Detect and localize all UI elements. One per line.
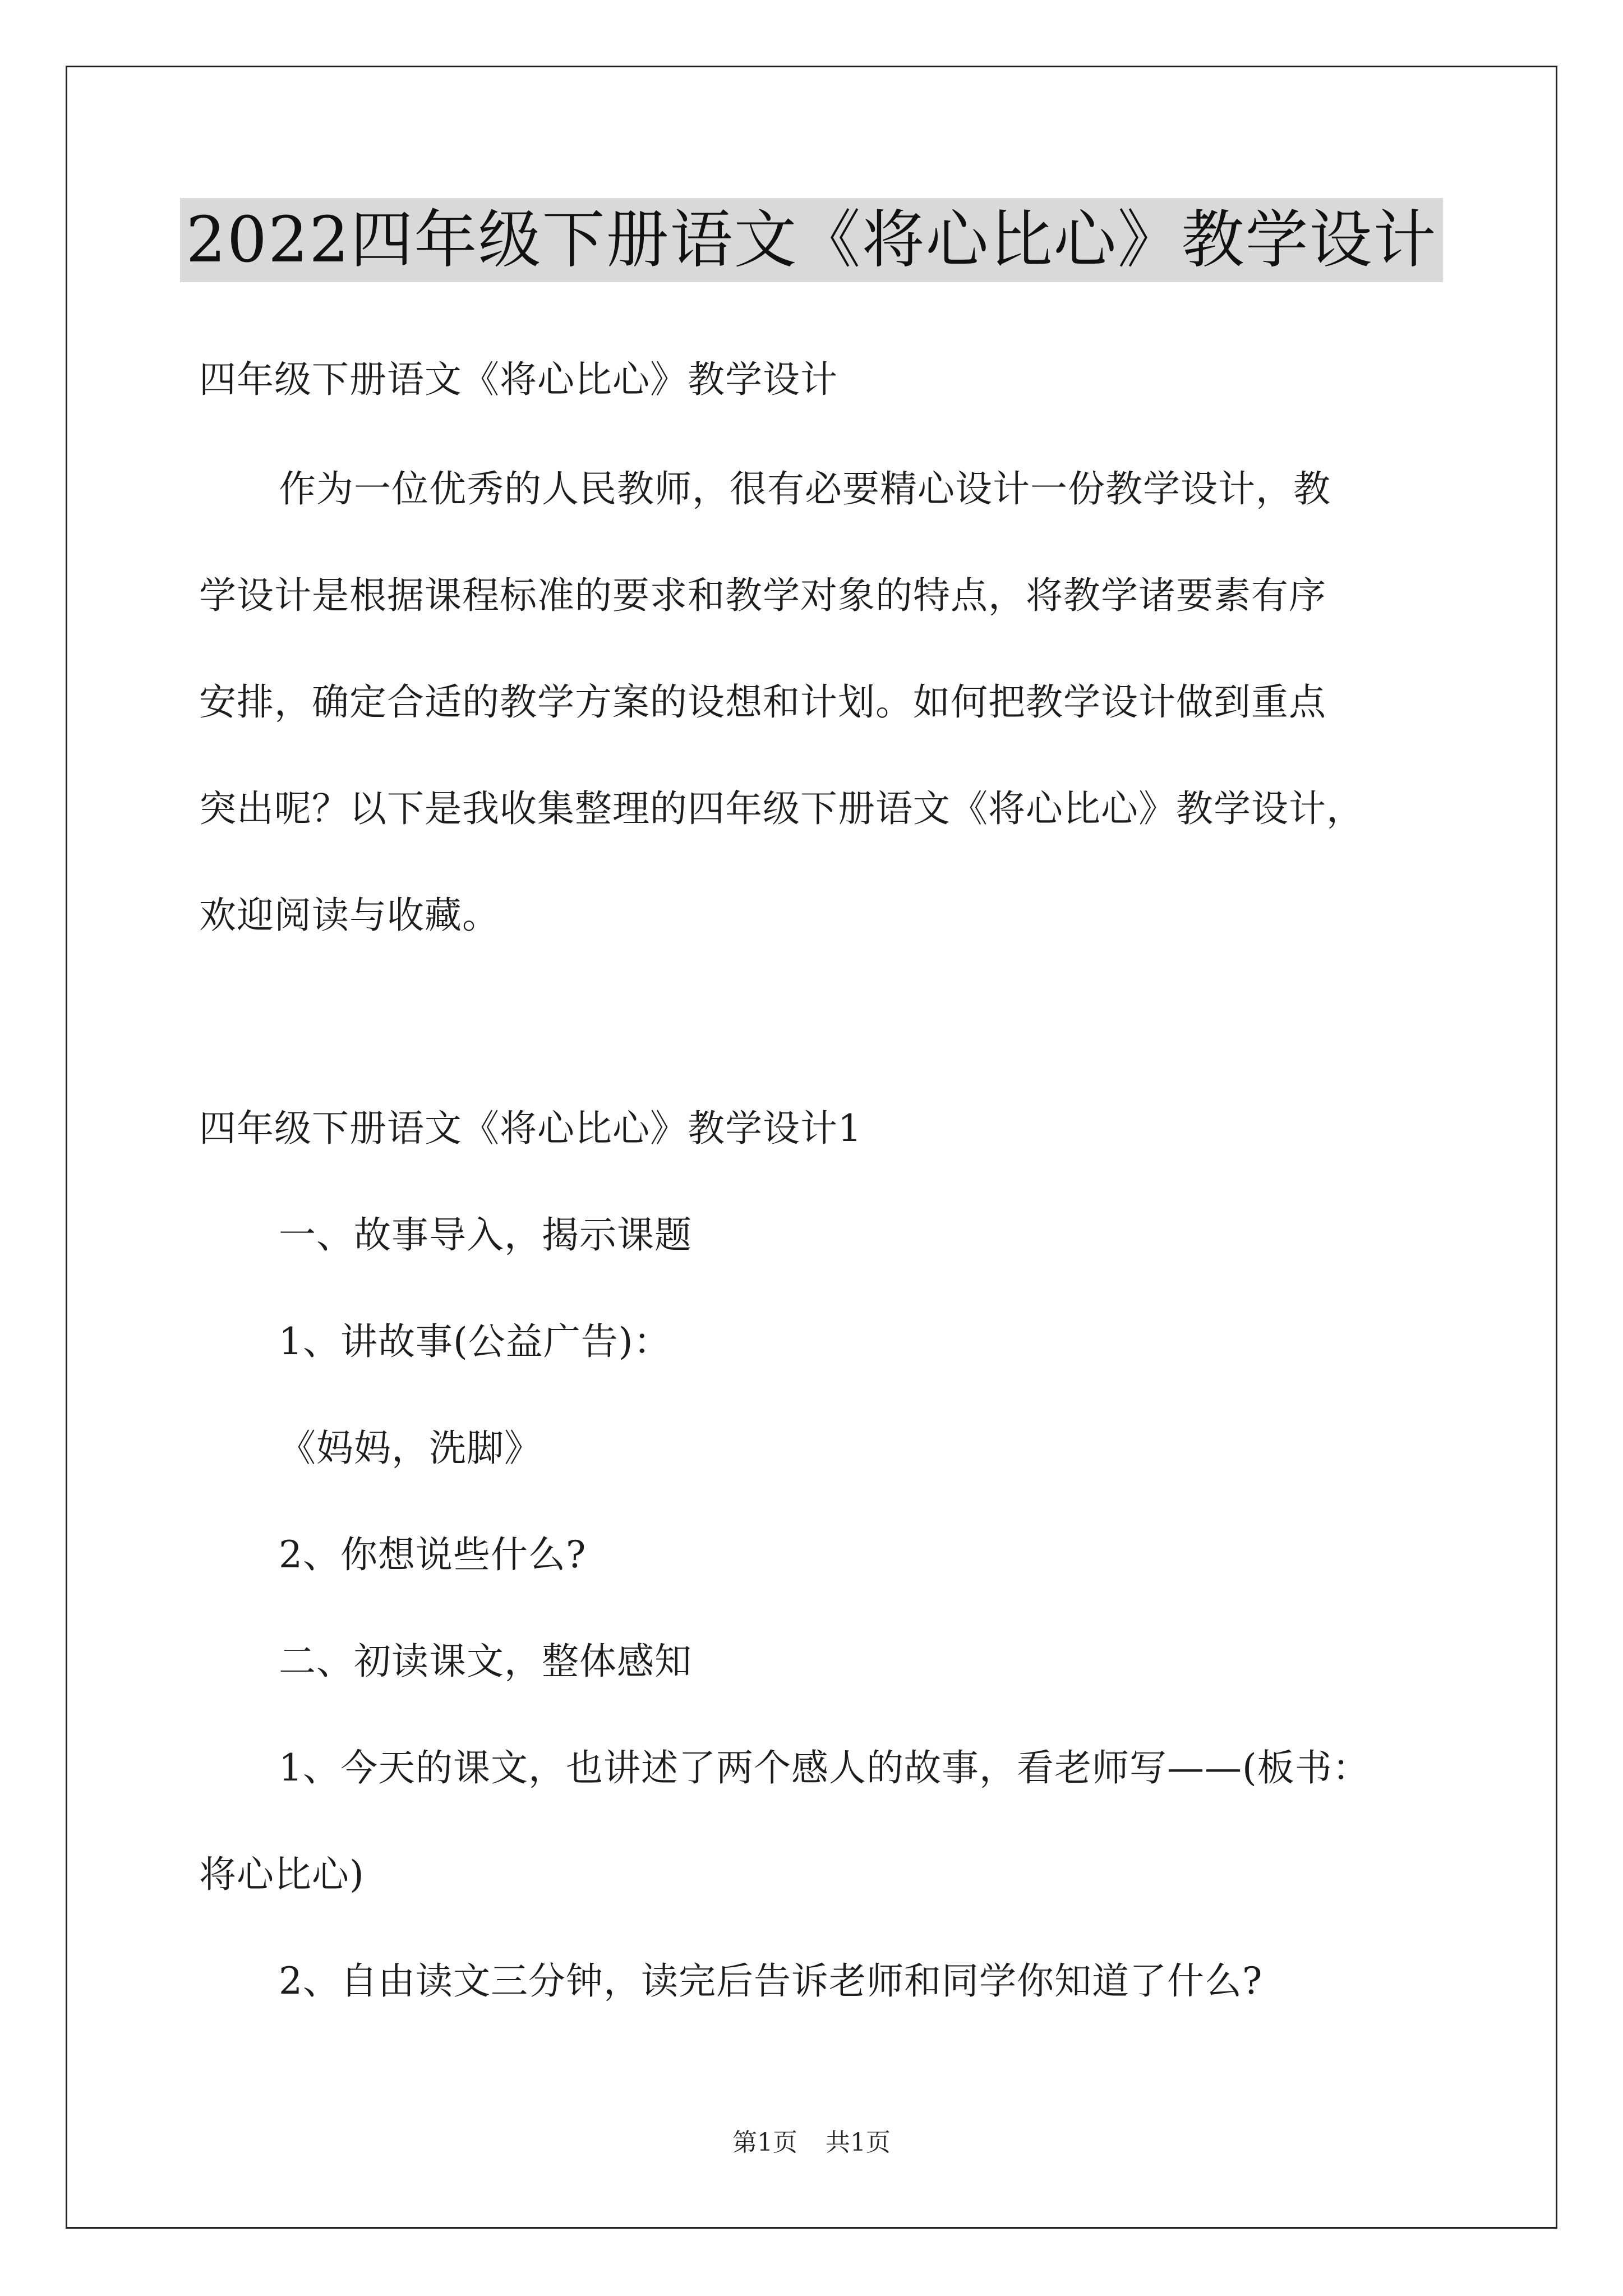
- intro-line-5: 欢迎阅读与收藏。: [199, 894, 500, 937]
- list-item: 《妈妈，洗脚》: [279, 1427, 542, 1470]
- list-item-continuation: 将心比心): [199, 1853, 365, 1896]
- intro-line-3: 安排，确定合适的教学方案的设想和计划。如何把教学设计做到重点: [199, 680, 1326, 724]
- intro-line-1: 作为一位优秀的人民教师，很有必要精心设计一份教学设计，教: [279, 467, 1331, 510]
- list-item: 2、自由读文三分钟，读完后告诉老师和同学你知道了什么?: [279, 1959, 1263, 2003]
- page-number: 第1页: [732, 2128, 797, 2157]
- page-footer: [0, 2126, 1623, 2160]
- list-item: 1、今天的课文，也讲述了两个感人的故事，看老师写——(板书：: [279, 1746, 1370, 1789]
- list-item: 1、讲故事(公益广告)：: [279, 1320, 671, 1363]
- part-heading-2: 二、初读课文，整体感知: [279, 1640, 692, 1683]
- title-container: [0, 198, 1623, 282]
- document-title: 2022四年级下册语文《将心比心》教学设计: [180, 198, 1442, 282]
- list-item: 2、你想说些什么?: [279, 1533, 587, 1576]
- subtitle-line: 四年级下册语文《将心比心》教学设计: [199, 358, 838, 401]
- section-heading: 四年级下册语文《将心比心》教学设计1: [199, 1107, 862, 1150]
- intro-line-2: 学设计是根据课程标准的要求和教学对象的特点，将教学诸要素有序: [199, 574, 1326, 617]
- part-heading-1: 一、故事导入，揭示课题: [279, 1213, 692, 1257]
- intro-line-4: 突出呢？以下是我收集整理的四年级下册语文《将心比心》教学设计，: [199, 787, 1364, 830]
- page-total: 共1页: [826, 2128, 891, 2157]
